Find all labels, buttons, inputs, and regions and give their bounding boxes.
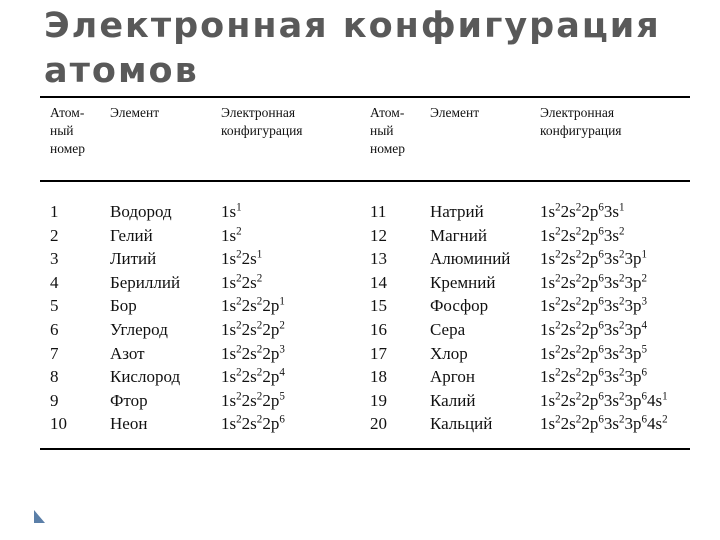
atomic-number: 4 [50,272,59,292]
orbital-electron-count: 2 [256,390,263,403]
orbital-electron-count: 2 [256,413,263,426]
electron-configuration [540,365,647,388]
table-row [40,247,690,270]
orbital: 3s [603,202,619,221]
header-element-right: Элемент [430,105,480,120]
orbital: 1s [221,272,237,292]
orbital-electron-count: 6 [598,272,604,285]
orbital: 3p [624,390,642,410]
table-row [40,294,690,317]
orbital: 2p [262,343,280,363]
orbital-electron-count: 3 [279,342,285,355]
orbital: 1s [540,249,556,269]
element-name: Углерод [110,320,168,339]
slide-title: Электронная конфигурация атомов [44,6,661,91]
orbital-electron-count: 2 [555,413,561,426]
electron-configuration [540,200,625,223]
orbital-electron-count: 2 [641,272,648,285]
orbital-electron-count: 2 [236,342,242,355]
element-name: Кальций [430,414,493,434]
header-configuration-left: Электронная конфигурация [221,105,303,138]
orbital: 2s [241,414,257,434]
orbital-electron-count: 2 [575,342,582,355]
orbital: 1s [221,367,237,387]
orbital-electron-count: 1 [641,248,648,261]
orbital: 1s [221,343,237,363]
orbital: 2p [581,202,599,221]
orbital-electron-count: 2 [575,295,582,308]
orbital-electron-count: 2 [555,201,561,214]
orbital: 3s [603,320,619,339]
atomic-number: 7 [50,343,59,363]
element-name: Кислород [110,367,181,387]
orbital-electron-count: 6 [598,201,604,214]
orbital-electron-count: 2 [575,201,582,214]
electron-configuration [221,342,285,365]
electron-configuration [221,294,285,317]
orbital-electron-count: 2 [618,248,625,261]
orbital: 2p [262,320,280,339]
orbital: 2s [241,249,257,269]
orbital-electron-count: 2 [575,390,582,403]
atomic-number: 13 [370,249,387,269]
orbital: 1s [221,320,237,339]
orbital: 3s [603,296,619,316]
orbital-electron-count: 5 [279,390,285,403]
slide-corner-marker [34,510,45,523]
orbital-electron-count: 2 [618,390,625,403]
table-row [40,365,690,388]
table-row [40,271,690,294]
orbital-electron-count: 2 [575,319,582,332]
orbital: 3p [624,320,642,339]
orbital: 2s [560,225,576,245]
electron-configuration [221,365,285,388]
atomic-number: 5 [50,296,59,316]
orbital: 2p [581,367,599,387]
orbital-electron-count: 5 [641,342,648,355]
orbital-electron-count: 2 [618,224,625,237]
orbital: 1s [540,225,556,245]
orbital: 1s [540,414,556,434]
orbital-electron-count: 6 [598,295,604,308]
header-atomic-number-left: Атом- ный номер [50,105,86,156]
orbital: 2s [560,343,576,363]
orbital-electron-count: 1 [662,390,668,403]
orbital-electron-count: 2 [236,272,242,285]
orbital-electron-count: 2 [618,413,625,426]
element-name: Литий [110,249,157,269]
orbital: 2s [560,202,576,221]
orbital-electron-count: 2 [555,272,561,285]
element-name: Аргон [430,367,475,387]
orbital: 2p [581,272,599,292]
electron-configuration [540,342,647,365]
header-configuration-right: Электронная конфигурация [540,105,622,138]
orbital: 2p [581,390,599,410]
orbital-electron-count: 2 [618,366,625,379]
orbital-electron-count: 2 [256,319,263,332]
orbital-electron-count: 2 [256,295,263,308]
orbital-electron-count: 2 [236,390,242,403]
electron-configuration [540,389,668,412]
electron-configuration [540,224,625,247]
orbital: 2s [560,249,576,269]
orbital-electron-count: 6 [641,390,648,403]
atomic-number: 18 [370,367,387,387]
orbital-electron-count: 2 [236,248,242,261]
orbital-electron-count: 2 [555,342,561,355]
orbital: 2s [560,390,576,410]
atomic-number: 14 [370,272,387,292]
header-bottom-rule [40,180,690,182]
atomic-number: 15 [370,296,387,316]
atomic-number: 12 [370,225,387,245]
electron-configuration [221,247,262,270]
element-name: Хлор [430,343,468,363]
element-name: Бериллий [110,272,181,292]
element-name: Алюминий [430,249,511,269]
orbital-electron-count: 2 [555,390,561,403]
table-row [40,318,690,341]
orbital-electron-count: 2 [575,224,582,237]
orbital: 2s [241,390,257,410]
orbital: 2p [581,225,599,245]
table-row [40,342,690,365]
orbital: 2p [262,296,280,316]
orbital: 1s [540,367,556,387]
orbital: 3s [603,390,619,410]
table-row [40,200,690,223]
atomic-number: 20 [370,414,387,434]
orbital: 2s [560,367,576,387]
electron-configuration [540,318,647,341]
orbital-electron-count: 2 [279,319,285,332]
element-name: Кремний [430,272,496,292]
orbital-electron-count: 1 [618,201,625,214]
orbital: 2s [241,296,257,316]
atomic-number: 16 [370,320,387,339]
orbital: 3s [603,225,619,245]
orbital: 1s [221,249,237,269]
atomic-number: 6 [50,320,59,339]
orbital-electron-count: 2 [618,295,625,308]
orbital: 4s [647,390,663,410]
atomic-number: 8 [50,367,59,387]
orbital: 2p [262,390,280,410]
orbital-electron-count: 2 [575,272,582,285]
table-bottom-rule [40,448,690,450]
orbital: 1s [221,390,237,410]
header-atomic-number-right: Атом- ный номер [370,105,406,156]
element-name: Фосфор [430,296,489,316]
orbital-electron-count: 6 [598,224,604,237]
table-row [40,412,690,435]
orbital: 3s [603,343,619,363]
atomic-number: 3 [50,249,59,269]
orbital-electron-count: 2 [236,366,242,379]
electron-configuration [221,224,242,247]
orbital: 1s [540,202,556,221]
electron-configuration [221,412,285,435]
orbital-electron-count: 2 [618,319,625,332]
atomic-number: 1 [50,202,59,221]
electron-configuration [221,389,285,412]
atomic-number: 11 [370,202,387,221]
orbital: 2p [581,343,599,363]
orbital: 1s [221,202,237,221]
orbital-electron-count: 2 [256,342,263,355]
orbital: 3s [603,249,619,269]
orbital-electron-count: 6 [598,413,604,426]
orbital: 2p [581,320,599,339]
orbital: 1s [221,414,237,434]
orbital-electron-count: 1 [256,248,263,261]
orbital: 3p [624,296,642,316]
element-name: Бор [110,296,137,316]
atomic-number: 17 [370,343,387,363]
orbital-electron-count: 2 [236,319,242,332]
table-row [40,389,690,412]
orbital: 2s [560,414,576,434]
orbital: 2p [262,367,280,387]
orbital-electron-count: 1 [279,295,285,308]
header-element-left: Элемент [110,105,160,120]
orbital: 2s [241,343,257,363]
orbital-electron-count: 2 [236,413,242,426]
electron-configuration [540,271,647,294]
electron-configuration [540,247,647,270]
orbital-electron-count: 2 [555,319,561,332]
element-name: Фтор [110,390,148,410]
orbital: 2s [560,296,576,316]
orbital-electron-count: 2 [575,366,582,379]
orbital-electron-count: 2 [662,413,668,426]
element-name: Магний [430,225,487,245]
orbital: 2p [581,414,599,434]
element-name: Водород [110,202,172,221]
orbital: 1s [540,390,556,410]
electron-configuration-table [40,96,690,450]
orbital: 3p [624,367,642,387]
element-name: Сера [430,320,466,339]
orbital: 1s [221,296,237,316]
atomic-number: 9 [50,390,59,410]
orbital: 2p [581,249,599,269]
element-name: Калий [430,390,476,410]
orbital: 2s [241,367,257,387]
orbital-electron-count: 2 [236,224,242,237]
element-name: Неон [110,414,148,434]
orbital-electron-count: 2 [256,366,263,379]
orbital-electron-count: 2 [575,248,582,261]
orbital: 1s [540,272,556,292]
orbital-electron-count: 6 [279,413,285,426]
orbital-electron-count: 6 [641,413,648,426]
orbital: 1s [540,296,556,316]
orbital-electron-count: 2 [555,295,561,308]
orbital: 3p [624,414,642,434]
orbital: 3s [603,367,619,387]
electron-configuration [221,318,285,341]
orbital-electron-count: 2 [575,413,582,426]
orbital: 3p [624,272,642,292]
element-name: Натрий [430,202,484,221]
orbital-electron-count: 6 [641,366,648,379]
orbital: 3s [603,414,619,434]
orbital-electron-count: 2 [555,248,561,261]
orbital-electron-count: 6 [598,366,604,379]
orbital-electron-count: 2 [555,366,561,379]
orbital: 3s [603,272,619,292]
atomic-number: 19 [370,390,387,410]
orbital-electron-count: 6 [598,319,604,332]
table-row [40,224,690,247]
electron-configuration [221,271,262,294]
orbital-electron-count: 4 [641,319,648,332]
orbital: 2s [241,272,257,292]
orbital: 1s [540,320,556,339]
orbital: 2s [560,272,576,292]
element-name: Гелий [110,225,153,245]
atomic-number: 10 [50,414,67,434]
orbital: 2p [581,296,599,316]
orbital-electron-count: 2 [555,224,561,237]
orbital-electron-count: 3 [641,295,648,308]
orbital-electron-count: 2 [236,295,242,308]
orbital: 1s [540,343,556,363]
orbital: 2s [560,320,576,339]
atomic-number: 2 [50,225,59,245]
element-name: Азот [110,343,145,363]
orbital-electron-count: 6 [598,342,604,355]
orbital-electron-count: 4 [279,366,285,379]
orbital-electron-count: 2 [618,272,625,285]
orbital: 2p [262,414,280,434]
table-top-rule [40,96,690,98]
electron-configuration [540,294,647,317]
orbital-electron-count: 6 [598,390,604,403]
orbital: 3p [624,343,642,363]
orbital-electron-count: 2 [256,272,263,285]
electron-configuration [540,412,668,435]
orbital-electron-count: 6 [598,248,604,261]
orbital: 3p [624,249,642,269]
orbital-electron-count: 1 [236,201,242,214]
orbital: 4s [647,414,663,434]
electron-configuration [221,200,242,223]
orbital: 1s [221,225,237,245]
orbital: 2s [241,320,257,339]
orbital-electron-count: 2 [618,342,625,355]
